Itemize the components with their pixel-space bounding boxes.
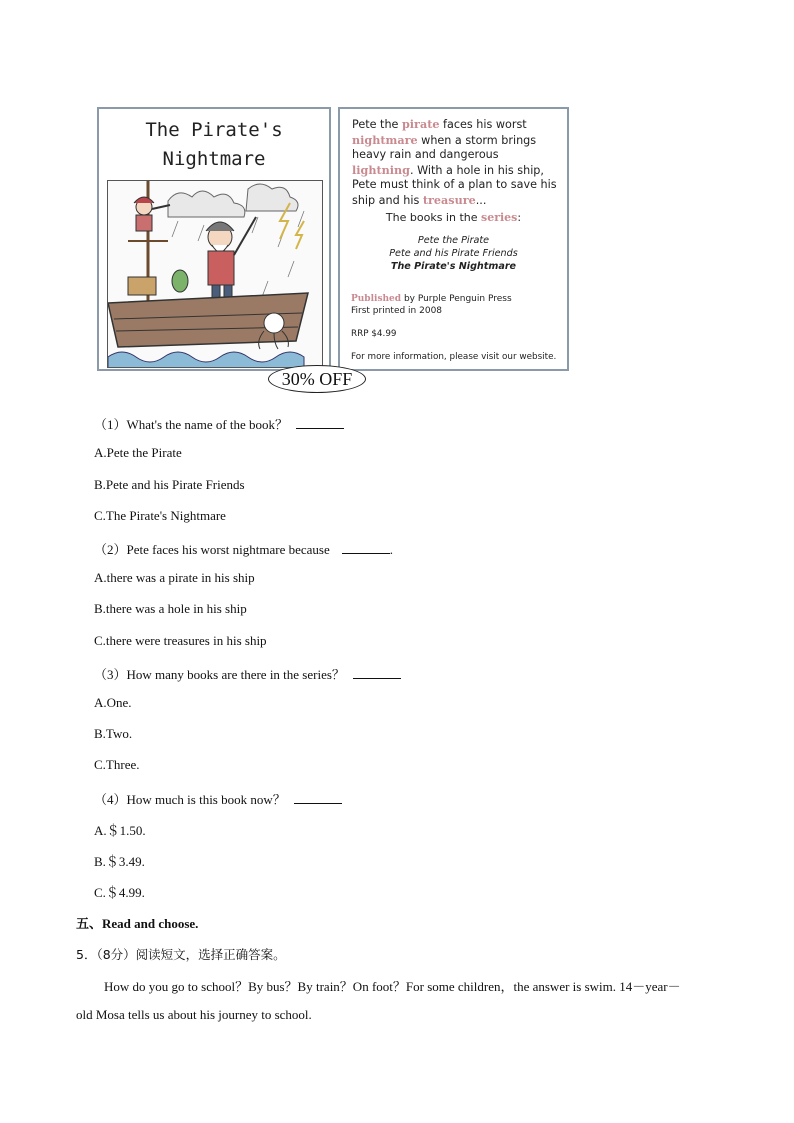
book-cover-image (97, 107, 569, 371)
more-info-text: For more information, please visit our website. (351, 352, 557, 362)
question-1-option-a[interactable]: A.Pete the Pirate (94, 445, 182, 460)
question-3-option-c[interactable]: C.Three. (94, 757, 140, 772)
cover-back-panel (338, 107, 569, 371)
rrp-price: RRP $4.99 (351, 329, 397, 339)
series-keyword: series (481, 211, 518, 224)
question-1-option-c[interactable]: C.The Pirate's Nightmare (94, 508, 226, 523)
publisher-line (351, 294, 561, 306)
question-1 (94, 414, 344, 433)
blurb-text: faces his worst (439, 118, 527, 131)
series-heading (340, 211, 567, 224)
blurb-keyword-treasure: treasure (422, 192, 476, 207)
series-list (340, 235, 567, 273)
question-3 (94, 664, 401, 683)
question-3-option-a[interactable]: A.One. (94, 695, 132, 710)
blurb-text: when a storm brings heavy rain and dangerous (352, 133, 537, 162)
question-4-option-b[interactable]: B.＄3.49. (94, 854, 145, 869)
blurb-keyword-pirate: pirate (401, 117, 440, 131)
book-blurb (352, 117, 562, 209)
book-title-line1: The Pirate's (145, 119, 283, 141)
answer-blank[interactable] (296, 416, 344, 429)
series-book-3: The Pirate's Nightmare (390, 260, 517, 272)
cover-front-panel (97, 107, 331, 371)
series-book-2: Pete and his Pirate Friends (389, 247, 518, 259)
series-suffix: : (517, 211, 522, 224)
discount-badge: 30% OFF (268, 365, 366, 393)
publisher-name: by Purple Penguin Press (401, 294, 512, 304)
answer-blank[interactable] (294, 791, 342, 804)
passage-line-2: old Mosa tells us about his journey to school. (76, 1007, 312, 1022)
answer-blank[interactable] (342, 541, 390, 554)
blurb-keyword-lightning: lightning (352, 162, 410, 177)
first-printed: First printed in 2008 (351, 305, 443, 316)
question-2-option-a[interactable]: A.there was a pirate in his ship (94, 570, 255, 585)
question-4-stem: （4）How much is this book now？ (94, 792, 286, 807)
blurb-text: . With a hole in his ship, Pete must think of a plan to save his ship and his (352, 163, 557, 207)
answer-blank[interactable] (353, 666, 401, 679)
series-book-1: Pete the Pirate (417, 235, 490, 246)
question-2-option-c[interactable]: C.there were treasures in his ship (94, 633, 267, 648)
question-2-option-b[interactable]: B.there was a hole in his ship (94, 601, 247, 616)
pirate-ship-illustration (107, 180, 323, 368)
question-3-option-b[interactable]: B.Two. (94, 726, 133, 741)
blurb-text: Pete the (352, 118, 402, 131)
question-4-option-a[interactable]: A.＄1.50. (94, 823, 146, 838)
book-title-line2: Nightmare (162, 148, 266, 170)
question-1-option-b[interactable]: B.Pete and his Pirate Friends (94, 477, 245, 492)
publisher-info (351, 294, 561, 317)
question-2: （2）Pete faces his worst nightmare because . (94, 542, 393, 557)
blurb-keyword-nightmare: nightmare (352, 132, 418, 147)
passage-line-1: How do you go to school？By bus？By train？On foot？For some children，the answer is swim. 14－year－ (104, 979, 681, 994)
question-1-stem: （1）What's the name of the book？ (94, 417, 289, 432)
question-4-option-c[interactable]: C.＄4.99. (94, 885, 145, 900)
published-keyword: Published (351, 294, 402, 304)
ship-storm-drawing (108, 181, 323, 368)
question-3-stem: （3）How many books are there in the series？ (94, 667, 345, 682)
question-5-instruction: 5．（8分）阅读短文，选择正确答案。 (76, 947, 286, 962)
blurb-text: ... (475, 193, 487, 207)
question-2-stem: （2）Pete faces his worst nightmare because (94, 542, 330, 557)
series-prefix: The books in the (385, 211, 481, 224)
section-five-heading: 五、Read and choose. (76, 916, 199, 931)
question-4 (94, 789, 342, 808)
